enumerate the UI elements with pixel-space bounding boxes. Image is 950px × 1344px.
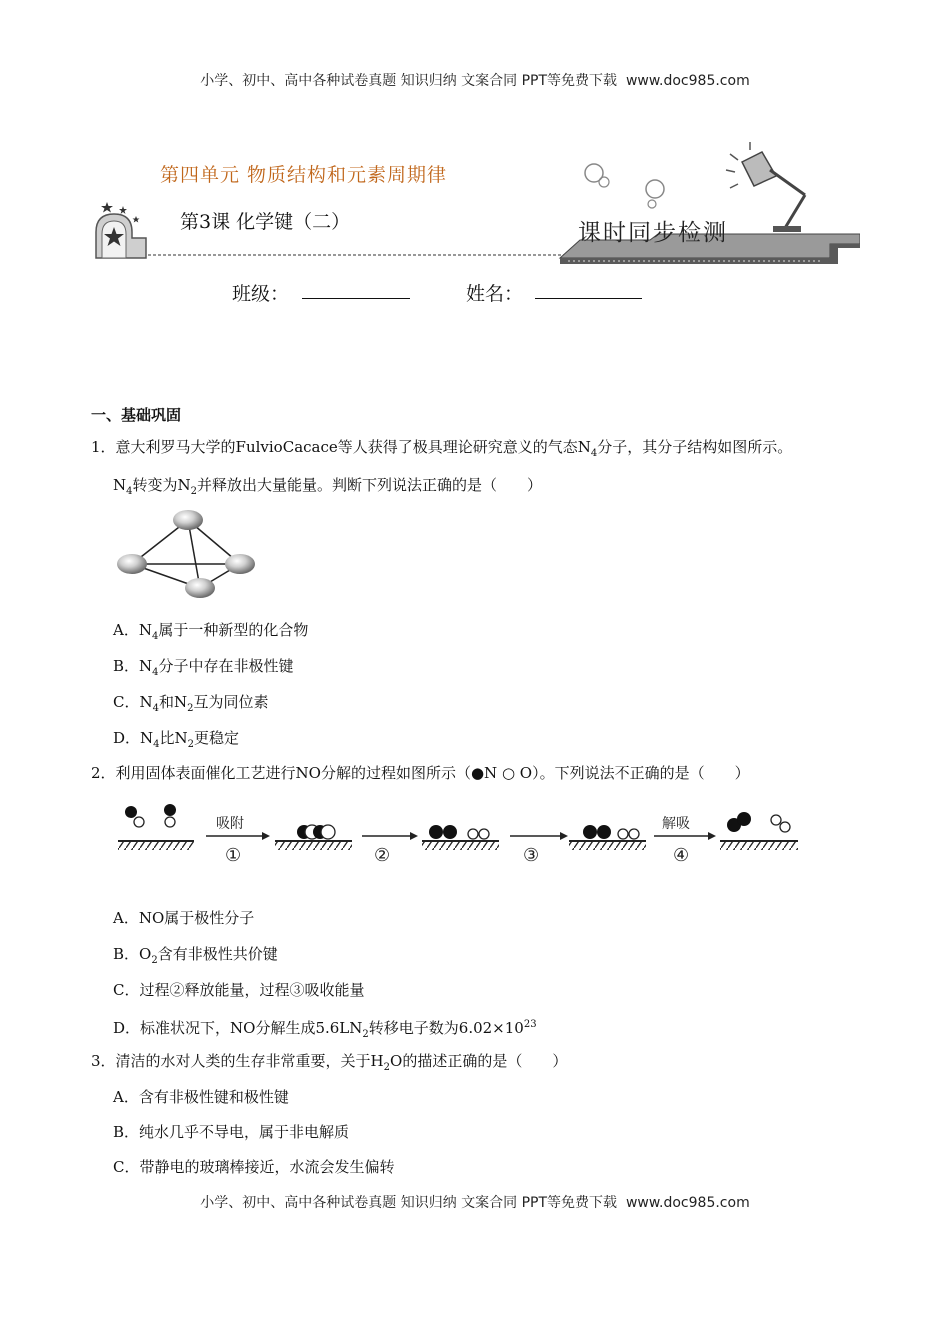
n-atom [185,578,215,598]
step-4-label: 解吸 [662,816,690,832]
q3-option-c[interactable]: C．带静电的玻璃棒接近，水流会发生偏转 [113,1158,395,1176]
n4-molecule-diagram [110,504,270,604]
no-decomposition-diagram [112,798,807,870]
surface-1 [118,804,194,850]
sync-test-stamp: 课时同步检测 [578,220,728,246]
page-footer [0,1192,950,1212]
q1-number: 1． [91,438,116,456]
n-atom [225,554,255,574]
desk-lamp-icon [726,142,805,232]
step-3-number: ③ [523,845,540,866]
surface-5 [720,812,798,850]
question-3: 3．清洁的水对人类的生存非常重要，关于$H_2O$的描述正确的是（ ） [91,1052,568,1073]
unit-title: 第四单元 物质结构和元素周期律 [160,164,448,186]
q1-option-b[interactable]: B．$N_4$分子中存在非极性键 [113,657,294,678]
step-4-number: ④ [673,845,690,866]
banner-graphic [90,140,860,265]
q3-option-a[interactable]: A．含有非极性键和极性键 [113,1088,289,1106]
name-field[interactable] [535,298,642,299]
step-1-number: ① [225,845,242,866]
q2-option-b[interactable]: B．$O_2$含有非极性共价键 [113,945,278,966]
q2-option-a[interactable]: A．NO属于极性分子 [113,909,255,927]
question-1: 1．意大利罗马大学的FulvioCacace等人获得了极具理论研究意义的气态$N_4$分子，其分子结构如图所示。 [91,438,793,459]
surface-4 [569,825,646,850]
lesson-title: 第3课 化学键（二） [180,211,351,233]
q1-option-a[interactable]: A．$N_4$属于一种新型的化合物 [113,621,309,642]
question-2: 2．利用固体表面催化工艺进行NO分解的过程如图所示（●N ○ O）。下列说法不正确的是（ ） [91,764,750,782]
q3-option-b[interactable]: B．纯水几乎不导电，属于非电解质 [113,1123,350,1141]
n-atom [173,510,203,530]
surface-2 [275,825,352,850]
header-text: 小学、初中、高中各种试卷真题 知识归纳 文案合同 PPT等免费下载 [200,73,618,89]
header-link[interactable]: www.doc985.com [625,73,750,89]
n-atom [117,554,147,574]
surface-3 [422,825,499,850]
footer-link[interactable]: www.doc985.com [625,1195,750,1211]
q2-option-c[interactable]: C．过程②释放能量，过程③吸收能量 [113,981,365,999]
question-1-cont: $N_4$转变为$N_2$并释放出大量能量。判断下列说法正确的是（ ） [113,476,543,497]
class-label: 班级： [232,283,290,305]
q1-option-c[interactable]: C．$N_4$和$N_2$互为同位素 [113,693,269,714]
name-label: 姓名： [466,283,524,305]
section-title: 一、基础巩固 [91,406,182,424]
q3-number: 3． [91,1052,116,1070]
page-header [0,70,950,90]
star-badge-icon [96,202,146,258]
step-1-label: 吸附 [216,816,244,832]
q2-option-d[interactable]: D．标准状况下，NO分解生成$5.6LN_2$转移电子数为$6.02\times 10^{23}$ [113,1019,537,1040]
class-field[interactable] [302,298,410,299]
q1-option-d[interactable]: D．$N_4$比$N_2$更稳定 [113,729,240,750]
q2-number: 2． [91,764,116,782]
step-2-number: ② [374,845,391,866]
footer-text: 小学、初中、高中各种试卷真题 知识归纳 文案合同 PPT等免费下载 [200,1195,618,1211]
